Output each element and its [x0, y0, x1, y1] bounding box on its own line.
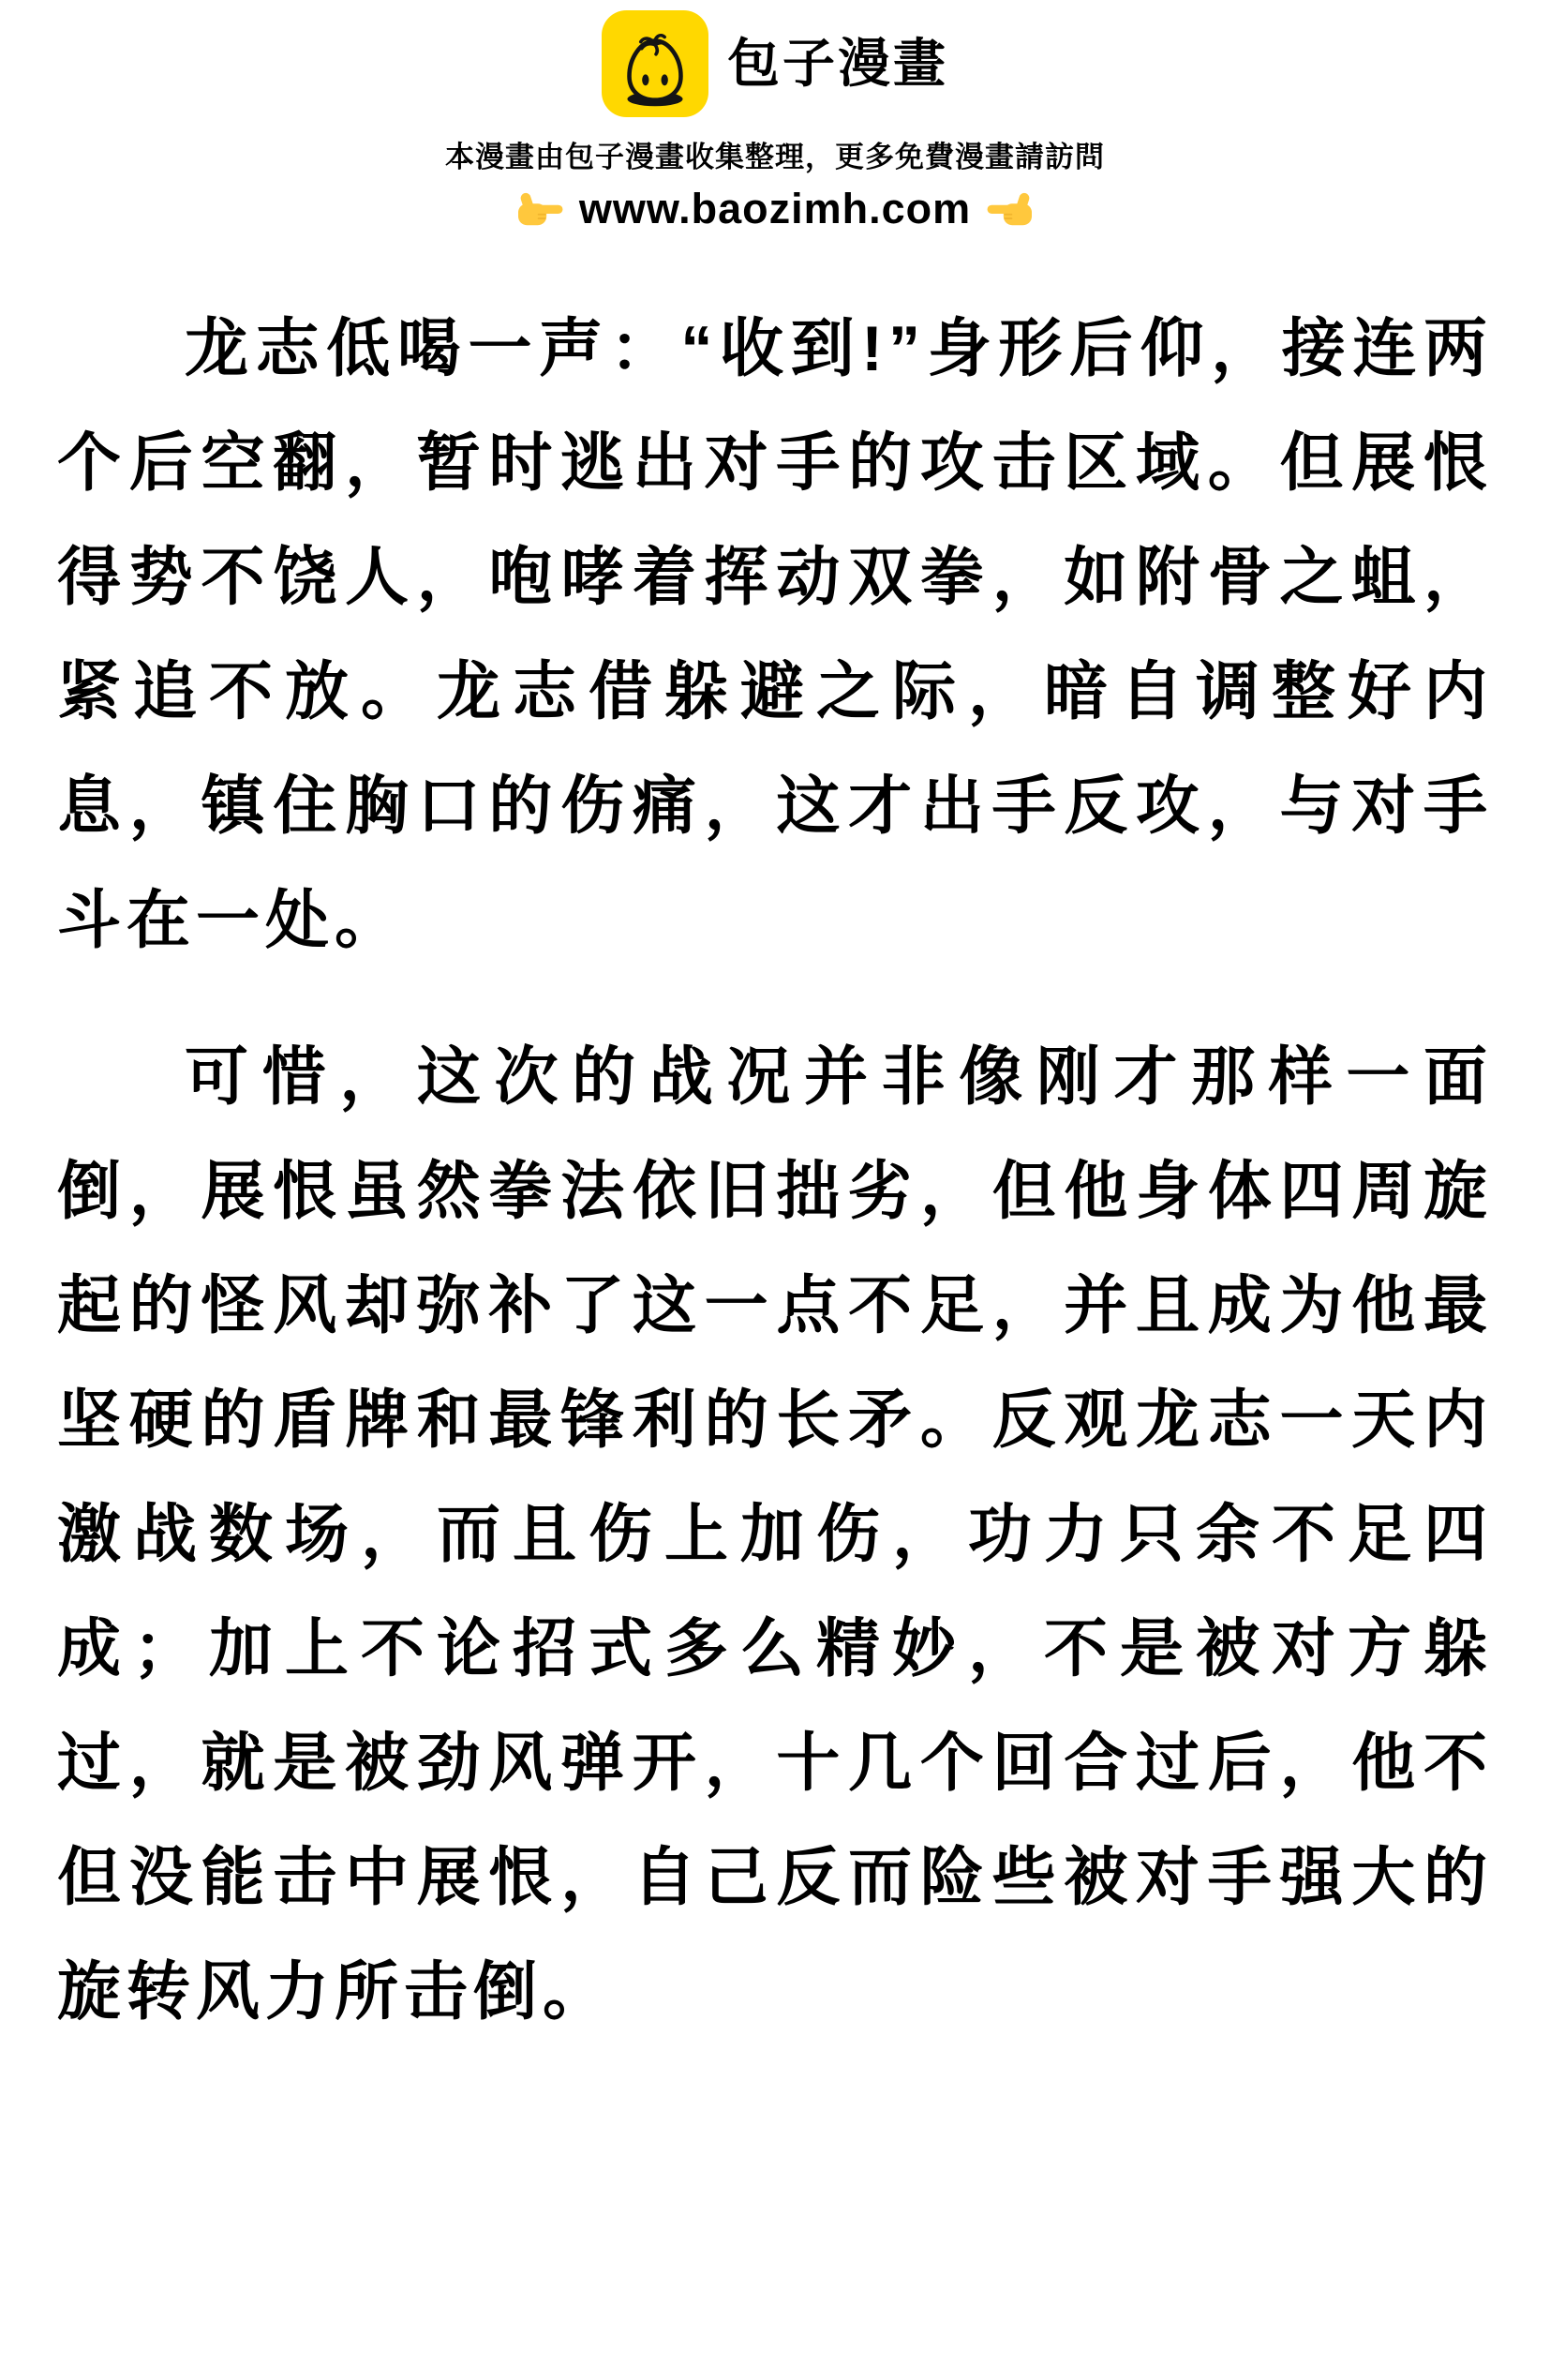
story-text-block	[0, 292, 1550, 2049]
story-paragraph-2: 可惜，这次的战况并非像刚才那样一面倒，展恨虽然拳法依旧拙劣，但他身体四周旋起的怪风却弥补了这一点不足，并且成为他最坚硬的盾牌和最锋利的长矛。反观龙志一天内激战数场，而且伤上加伤，功力只余不足四成；加上不论招式多么精妙，不是被对方躲过，就是被劲风弹开，十几个回合过后，他不但没能击中展恨，自己反而险些被对手强大的旋转风力所击倒。	[57, 1041, 1493, 2028]
story-paragraph-1: 龙志低喝一声：“收到!”身形后仰，接连两个后空翻，暂时逃出对手的攻击区域。但展恨得势不饶人，咆哮着挥动双拳，如附骨之蛆，紧追不放。龙志借躲避之际，暗自调整好内息，镇住胸口的伤痛，这才出手反攻，与对手斗在一处。	[57, 313, 1493, 956]
pointing-left-hand-icon	[986, 187, 1035, 231]
brand-row	[0, 7, 1550, 120]
brand-title: 包子漫畫	[727, 34, 948, 93]
tagline-text: 本漫畫由包子漫畫收集整理，更多免費漫畫請訪問	[445, 141, 1105, 173]
site-url: www.baozimh.com	[578, 185, 972, 232]
baozi-bun-icon	[602, 10, 708, 117]
url-row	[0, 185, 1550, 233]
site-header	[0, 0, 1550, 233]
pointing-right-hand-icon	[515, 187, 564, 231]
